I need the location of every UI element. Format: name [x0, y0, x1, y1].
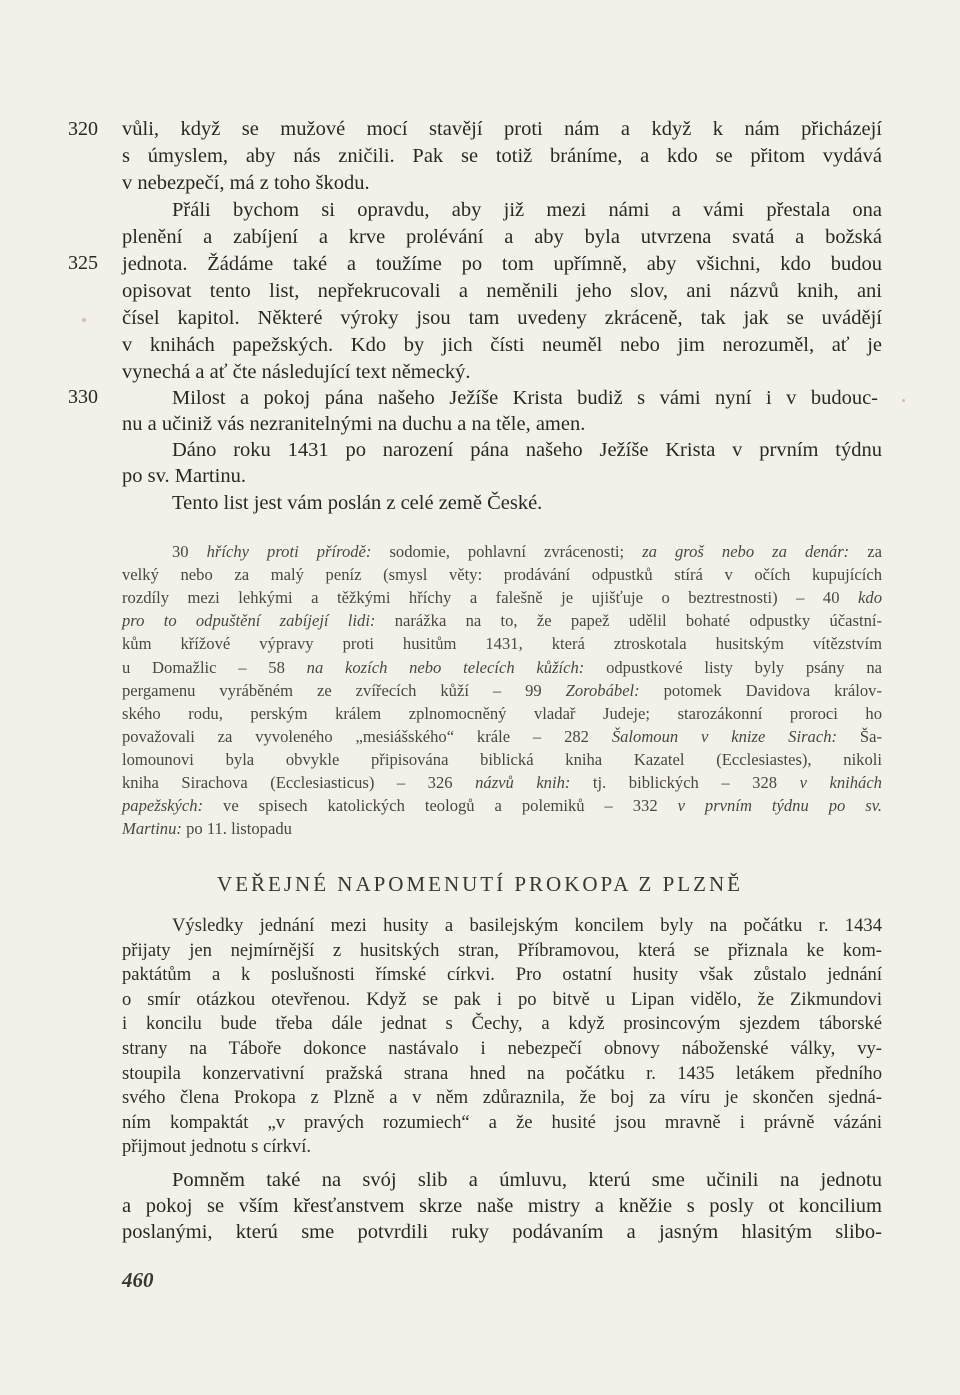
- footnote-lemma: v knihách: [799, 773, 882, 792]
- footnote-line: [122, 817, 882, 840]
- footnote-text: ve spisech katolických teologů a polemiků – 332: [203, 796, 678, 816]
- text-line: svého člena Prokopa z Plzně a v něm zdůraznila, že boj za víru je skončen sjedná-: [122, 1087, 882, 1108]
- footnote-text: kniha Sirachova (Ecclesiasticus) – 326: [122, 773, 476, 792]
- footnote-lemma: za groš nebo za denár:: [642, 542, 850, 561]
- footnote-lemma: kdo: [858, 588, 882, 608]
- footnote-line: [122, 632, 882, 655]
- paper-speck: [902, 399, 905, 402]
- text-line: Dáno roku 1431 po narození pána našeho Ježíše Krista v prvním týdnu: [172, 439, 882, 461]
- text-line: v knihách papežských. Kdo by jich čísti neuměl nebo jim nerozuměl, ať je: [122, 334, 882, 356]
- text-line: Milost a pokoj pána našeho Ježíše Krista budiž s vámi nyní i v budouc-: [172, 387, 878, 409]
- footnote-text: potomek Davidova králov-: [639, 680, 882, 700]
- text-line: stoupila konzervativní pražská strana hned na počátku r. 1435 letákem předního: [122, 1063, 882, 1084]
- footnote-line: [122, 586, 882, 609]
- text-line: paktátům a k poslušnosti římské církvi. Pro ostatní husity však zůstalo jednání: [122, 964, 882, 985]
- footnote-text: sodomie, pohlavní zvrácenosti;: [371, 542, 643, 561]
- footnote-lemma: v prvním týdnu po sv.: [677, 796, 882, 816]
- text-line: vynechá a ať čte následující text německý.: [122, 361, 471, 383]
- footnote-text: tj. biblických – 328: [570, 773, 800, 792]
- text-line: opisovat tento list, nepřekrucovali a neměnili jeho slov, ani názvů knih, ani: [122, 280, 882, 302]
- text-line: strany na Táboře dokonce nastávalo i nebezpečí obnovy náboženské války, vy-: [122, 1038, 882, 1059]
- footnote-line: [122, 725, 882, 748]
- footnote-line: [122, 679, 882, 702]
- text-line: v nebezpečí, má z toho škodu.: [122, 172, 370, 194]
- text-line: Pomněm také na svój slib a úmluvu, kterú sme učinili na jednotu: [172, 1169, 882, 1191]
- footnote-text: odpustkové listy byly psány na: [584, 657, 882, 677]
- text-line: poslanými, kterú sme potvrdili ruky podávaním a jasným hlasitým slibo-: [122, 1221, 882, 1243]
- footnote-line: [122, 563, 882, 586]
- section-heading: VEŘEJNÉ NAPOMENUTÍ PROKOPA Z PLZNĚ: [217, 872, 743, 896]
- footnote-text: 30: [172, 542, 207, 561]
- text-line: a pokoj se vším křesťanstvem skrze naše mistry a kněžie s posly ot koncilium: [122, 1195, 882, 1217]
- footnote-line: [122, 609, 882, 632]
- footnote-text: lomounovi byla obvykle připisována biblická kniha Kazatel (Ecclesiastes), nikoli: [122, 749, 882, 769]
- footnote-lemma: papežských:: [122, 796, 204, 816]
- footnote-line: [122, 702, 882, 725]
- footnote-text: rozdíly mezi lehkými a těžkými hříchy a falešně je ujišťuje o beztrestnosti) – 40: [122, 588, 859, 608]
- footnote-text: považovali za vyvoleného „mesiášského“ krále – 282: [122, 726, 612, 746]
- footnote-line: [122, 794, 882, 817]
- footnote-lemma: Martinu:: [122, 819, 182, 839]
- footnote-text: pergamenu vyráběném ze zvířecích kůží – 99: [122, 680, 566, 700]
- text-line: s úmyslem, aby nás zničili. Pak se totiž bráníme, a kdo se přitom vydává: [122, 145, 882, 167]
- footnote-line: [122, 748, 882, 771]
- footnote-line: [122, 656, 882, 679]
- text-line: o smír otázkou otevřenou. Když se pak i po bitvě u Lipan vidělo, že Zikmundovi: [122, 989, 882, 1010]
- footnote-text: narážka na to, že papež udělil bohaté odpustky účastní-: [375, 611, 883, 631]
- footnote-text: Ša-: [837, 726, 882, 746]
- text-line: vůli, když se mužové mocí stavějí proti nám a když k nám přicházejí: [122, 118, 882, 140]
- text-line: nu a učiniž vás nezranitelnými na duchu a na těle, amen.: [122, 413, 586, 435]
- footnote-lemma: pro to odpuštění zabíjejí lidi:: [122, 611, 376, 631]
- footnote-text: ského rodu, perským králem zplnomocněný vladař Judeje; starozákonní proroci ho: [122, 703, 882, 723]
- text-line: Výsledky jednání mezi husity a basilejským koncilem byly na počátku r. 1434: [172, 915, 882, 936]
- text-line: jednota. Žádáme také a toužíme po tom upřímně, aby všichni, kdo budou: [122, 253, 882, 275]
- text-line: přijmout jednotu s církví.: [122, 1136, 312, 1157]
- footnote-line: [172, 540, 882, 563]
- footnote-lemma: Šalomoun v knize Sirach:: [611, 726, 838, 746]
- footnote-line: [122, 771, 882, 794]
- text-line: Tento list jest vám poslán z celé země České.: [172, 492, 543, 514]
- footnote-lemma: názvů knih:: [475, 773, 571, 792]
- text-line: čísel kapitol. Některé výroky jsou tam uvedeny zkráceně, tak jak se uvádějí: [122, 307, 882, 329]
- text-line: přijaty jen nejmírnější z husitských stran, Příbramovou, která se přiznala ke kom-: [122, 940, 882, 961]
- footnote-text: kům křížové výpravy proti husitům 1431, která ztroskotala husitským vítězstvím: [122, 634, 882, 654]
- page-number: 460: [122, 1268, 154, 1292]
- footnote-lemma: hříchy proti přírodě:: [206, 542, 372, 561]
- text-line: i koncilu bude třeba dále jednat s Čechy, a když prosincovým sjezdem táborské: [122, 1013, 882, 1034]
- text-line: po sv. Martinu.: [122, 465, 246, 487]
- footnote-lemma: Zorobábel:: [565, 680, 640, 700]
- footnote-text: u Domažlic – 58: [122, 657, 307, 677]
- footnote-lemma: na kozích nebo telecích kůžích:: [306, 657, 585, 677]
- footnote-text: po 11. listopadu: [181, 819, 292, 839]
- footnote-text: za: [849, 542, 882, 561]
- line-number-330: 330: [68, 386, 98, 408]
- paper-speck: [82, 318, 86, 322]
- text-line: ním kompaktát „v pravých rozumiech“ a že husité jsou mravně i právně vázáni: [122, 1112, 882, 1133]
- footnote-text: velký nebo za malý peníz (smysl věty: prodávání odpustků stírá v očích kupujících: [122, 565, 882, 585]
- line-number-325: 325: [68, 252, 98, 274]
- line-number-320: 320: [68, 118, 98, 140]
- text-line: Přáli bychom si opravdu, aby již mezi námi a vámi přestala ona: [172, 199, 882, 221]
- text-line: plenění a zabíjení a krve prolévání a aby byla utvrzena svatá a božská: [122, 226, 882, 248]
